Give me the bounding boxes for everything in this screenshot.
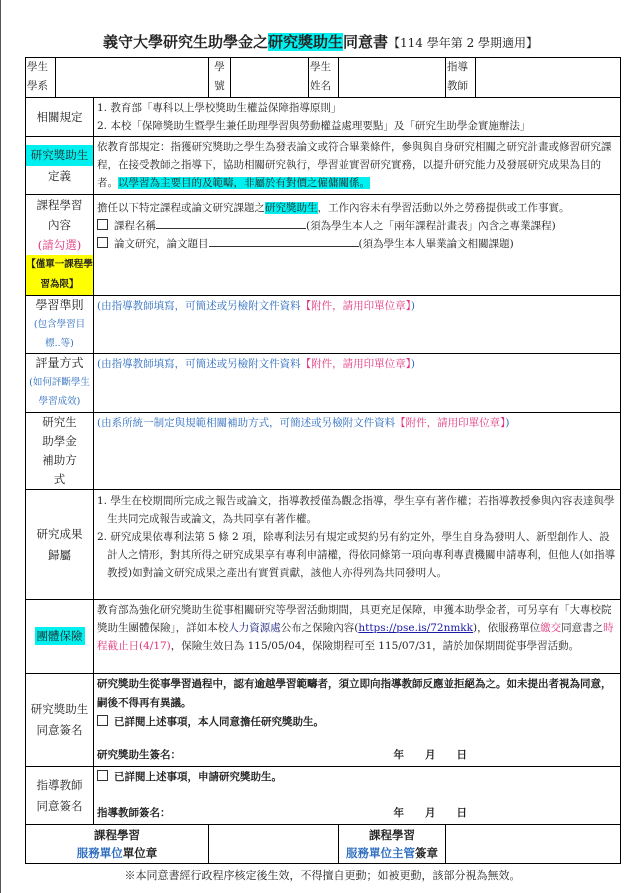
- definition-label-2: 定義: [48, 168, 71, 183]
- advisor-sign-label: 指導教師同意簽名: [26, 767, 94, 825]
- rule-item: 1. 教育部「專科以上學校獎助生權益保障指導原則」: [97, 102, 342, 114]
- thesis-option: [97, 235, 617, 253]
- course-text-2: ，工作內容未有學習活動以外之勞務提供或工作事實。: [317, 202, 570, 214]
- supervisor-stamp-field[interactable]: [446, 825, 621, 864]
- course-option: [97, 217, 617, 235]
- option-label: 論文研究，論文題目: [114, 238, 209, 250]
- definition-highlight: 以學習為主要目的及範疇，非屬於有對價之僱傭關係。: [118, 177, 370, 189]
- rules-label: 相關規定: [26, 98, 94, 137]
- guideline-sub: (包含學習目標..等): [33, 319, 86, 349]
- assessment-label: 評量方式: [35, 356, 84, 370]
- student-consent-label: 已詳閱上述事項，本人同意擔任研究獎助生。: [114, 716, 324, 728]
- assessment-sub: (如何評斷學生學習成效): [29, 377, 90, 407]
- insurance-label: 團體保險: [36, 629, 83, 643]
- course-limit: 【僅單一課程學習為限】: [26, 255, 93, 295]
- results-item: 1. 學生在校期間所完成之報告或論文，指導教授僅為觀念指導，學生享有著作權；若指導教授參與內容表達與學生共同完成報告或論文，為共同享有著作權。: [97, 495, 615, 525]
- form-wrapper: [25, 57, 620, 884]
- option-label: 課程名稱: [114, 220, 156, 232]
- course-name-field[interactable]: [156, 217, 306, 229]
- option-note: (須為學生本人畢業論文相關課題): [358, 238, 514, 250]
- dept-field[interactable]: [56, 58, 209, 98]
- definition-text: 依教育部規定：指獲研究獎助之學生為發表論文或符合畢業條件，參與與自身研究相關之研究計畫或修習研究課程，在接受教師之指導下，協助相關研究執行，學習並實習研究實務，以提升研究能力及發展研究成果為目的者。: [97, 141, 612, 189]
- dept-label: 學生學系: [26, 58, 56, 98]
- advisor-field[interactable]: [476, 58, 621, 98]
- definition-label: 研究獎助生: [26, 145, 93, 166]
- rule-item: 2. 本校「保障獎助生暨學生兼任助理學習與勞動權益處理要點」及「研究生助學金實施辦法」: [97, 120, 531, 132]
- insurance-text: 教育部為強化研究獎助生從事相關研究等學習活動期間，具更充足保障，申獲本助學金者，可另享有「大專校院獎助生團體保險」，詳如本校人力資源處公布之保險內容(https://pse.is/72nmkk)，依服務單位繳交同意書之時程截止日(4/17)，保險生效日為 115/05/04，保險期程可至 115/07/31，請於加保期間從事學習活動。: [94, 600, 621, 674]
- course-row: [26, 195, 621, 296]
- advisor-date-field[interactable]: 年 月 日: [393, 807, 467, 819]
- subsidy-label: 研究生助學金補助方式: [26, 413, 94, 490]
- guideline-field[interactable]: (由指導教師填寫，可簡述或另檢附文件資料【附件，請用印單位章】): [94, 296, 621, 354]
- page-title: 義守大學研究生助學金之研究獎助生同意書【114 學年第 2 學期適用】: [102, 33, 539, 51]
- checkbox[interactable]: [97, 715, 108, 726]
- assessment-field[interactable]: (由指導教師填寫，可簡述或另檢附文件資料【附件，請用印單位章】): [94, 354, 621, 413]
- thesis-title-field[interactable]: [209, 235, 359, 247]
- advisor-signature-field[interactable]: 指導教師簽名：: [97, 807, 171, 819]
- advisor-sign-row: [26, 767, 621, 825]
- student-signature-field[interactable]: 研究獎助生簽名：: [97, 749, 181, 761]
- guideline-label: 學習準則: [35, 298, 84, 312]
- footnote: ※本同意書經行政程序核定後生效，不得擅自更動；如被更動，該部分視為無效。: [124, 869, 521, 882]
- rules-row: [26, 98, 621, 137]
- advisor-label: 指導教師: [446, 58, 476, 98]
- course-text: 擔任以下特定課程或論文研究課題之: [97, 202, 265, 214]
- course-highlight: 研究獎助生: [265, 202, 318, 214]
- student-date-field[interactable]: 年 月 日: [393, 749, 467, 761]
- guideline-row: [26, 296, 621, 354]
- definition-row: [26, 137, 621, 195]
- subsidy-field[interactable]: (由系所統一制定與規範相關補助方式，可簡述或另檢附文件資料【附件，請用印單位章】): [94, 413, 621, 490]
- results-item: 2. 研究成果依專利法第 5 條 2 項，除專利法另有規定或契約另有約定外，學生自身為發明人、新型創作人、設計人之情形，對其所得之研究成果享有專利申請權，得依同條第一項向專利專責機關申請專利，但他人(如指導教授)如對論文研究成果之產出有實質貢獻，該他人亦得列為共同發明人。: [97, 531, 616, 579]
- results-row: [26, 490, 621, 600]
- name-field[interactable]: [339, 58, 446, 98]
- insurance-link[interactable]: https://pse.is/72nmkk: [358, 622, 474, 634]
- assessment-row: [26, 354, 621, 413]
- consent-form-table: [25, 57, 621, 864]
- advisor-consent-label: 已詳閱上述事項，申請研究獎助生。: [114, 771, 282, 783]
- page-edge: [0, 0, 1, 893]
- student-sign-row: [26, 674, 621, 767]
- results-label: 研究成果歸屬: [26, 490, 94, 600]
- name-label: 學生姓名: [309, 58, 339, 98]
- student-sign-label: 研究獎助生同意簽名: [26, 674, 94, 767]
- student-info-row: [26, 58, 621, 98]
- supervisor-stamp-label: 課程學習: [369, 828, 415, 842]
- id-field[interactable]: [231, 58, 309, 98]
- stamp-row: 課程學習 服務單位單位章 課程學習 服務單位主管簽章: [26, 825, 621, 864]
- course-label: 課程學習內容: [36, 198, 83, 232]
- unit-stamp-field[interactable]: [209, 825, 339, 864]
- course-note: (請勾選): [37, 238, 82, 252]
- student-sign-text: 研究獎助生從事學習過程中，認有逾越學習範疇者，須立即向指導教師反應並拒絕為之。如未提出者視為同意，嗣後不得再有異議。: [97, 678, 612, 709]
- id-label: 學號: [209, 58, 231, 98]
- unit-stamp-label: 課程學習: [94, 828, 140, 842]
- subsidy-row: [26, 413, 621, 490]
- checkbox[interactable]: [97, 237, 108, 248]
- option-note: (須為學生本人之「兩年課程計畫表」內含之專業課程): [306, 220, 556, 232]
- checkbox[interactable]: [97, 770, 108, 781]
- insurance-row: [26, 600, 621, 674]
- checkbox[interactable]: [97, 219, 108, 230]
